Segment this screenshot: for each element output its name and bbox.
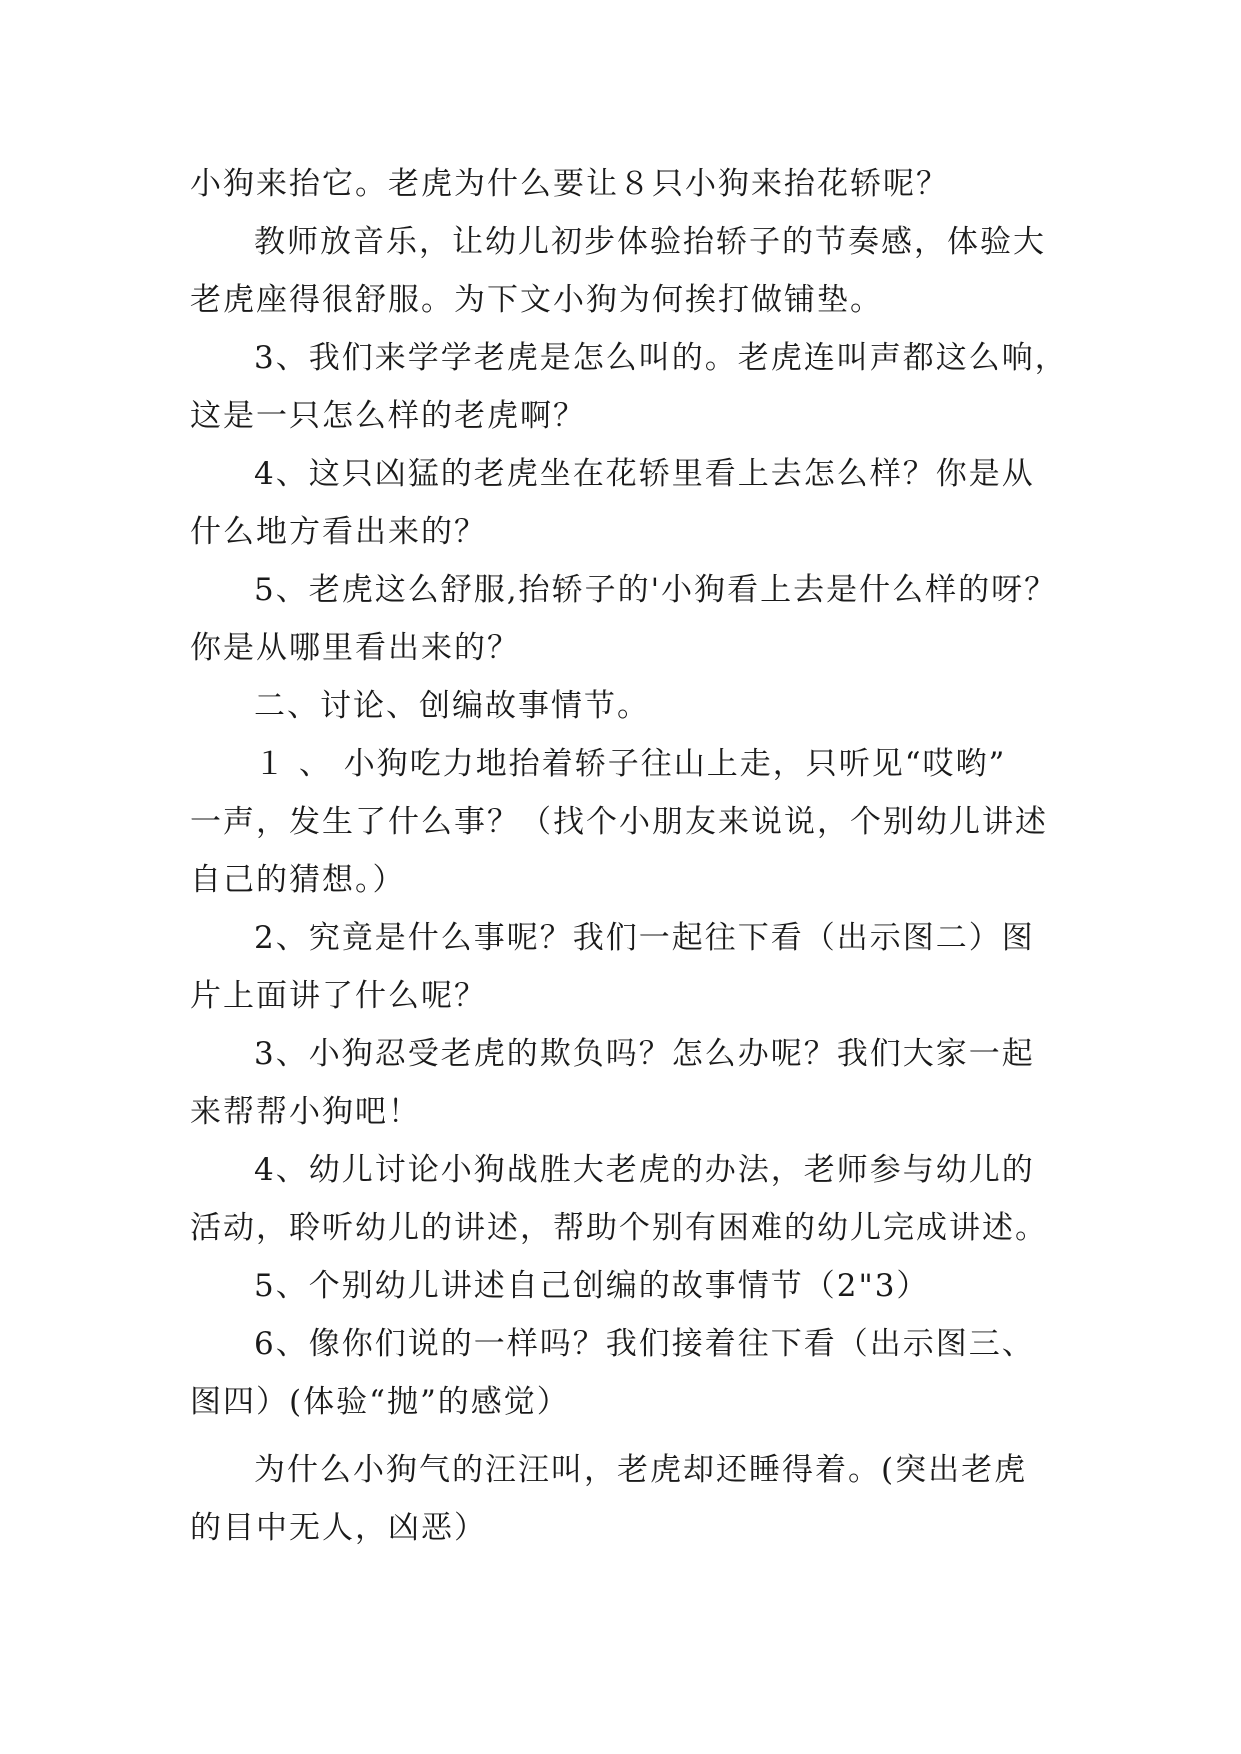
text-line: 来帮帮小狗吧！ (190, 1094, 421, 1130)
text-line: 片上面讲了什么呢？ (190, 978, 487, 1014)
text-line: 为什么小狗气的汪汪叫，老虎却还睡得着。(突出老虎 (254, 1452, 1028, 1488)
text-line: 2、究竟是什么事呢？我们一起往下看（出示图二）图 (254, 920, 1035, 956)
text-line: 你是从哪里看出来的？ (190, 630, 520, 666)
text-line: 老虎座得很舒服。为下文小狗为何挨打做铺垫。 (190, 282, 883, 318)
text-line: 3、小狗忍受老虎的欺负吗？怎么办呢？我们大家一起 (254, 1036, 1035, 1072)
text-line: 5、老虎这么舒服,抬轿子的'小狗看上去是什么样的呀？ (254, 572, 1058, 608)
section-heading: 二、讨论、创编故事情节。 (254, 688, 650, 724)
text-line: 的目中无人，凶恶） (190, 1510, 487, 1546)
text-line: 图四）(体验“抛”的感觉） (190, 1384, 570, 1420)
text-line: 自己的猜想。） (190, 862, 406, 898)
text-line: 4、这只凶猛的老虎坐在花轿里看上去怎么样？你是从 (254, 456, 1035, 492)
text-line: 小狗来抬它。老虎为什么要让８只小狗来抬花轿呢？ (190, 166, 949, 202)
text-line: 什么地方看出来的？ (190, 514, 487, 550)
text-line: 3、我们来学学老虎是怎么叫的。老虎连叫声都这么响， (254, 340, 1068, 376)
text-line: 5、个别幼儿讲述自己创编的故事情节（2"3） (254, 1268, 930, 1304)
text-line: 一声，发生了什么事？（找个小朋友来说说，个别幼儿讲述 (190, 804, 1048, 840)
text-line: 4、幼儿讨论小狗战胜大老虎的办法，老师参与幼儿的 (254, 1152, 1035, 1188)
text-line: １ 、 小狗吃力地抬着轿子往山上走，只听见“哎哟” (254, 746, 1007, 782)
text-line: 这是一只怎么样的老虎啊？ (190, 398, 586, 434)
text-line: 活动，聆听幼儿的讲述，帮助个别有困难的幼儿完成讲述。 (190, 1210, 1048, 1246)
text-line: 6、像你们说的一样吗？我们接着往下看（出示图三、 (254, 1326, 1035, 1362)
text-line: 教师放音乐，让幼儿初步体验抬轿子的节奏感，体验大 (254, 224, 1046, 260)
